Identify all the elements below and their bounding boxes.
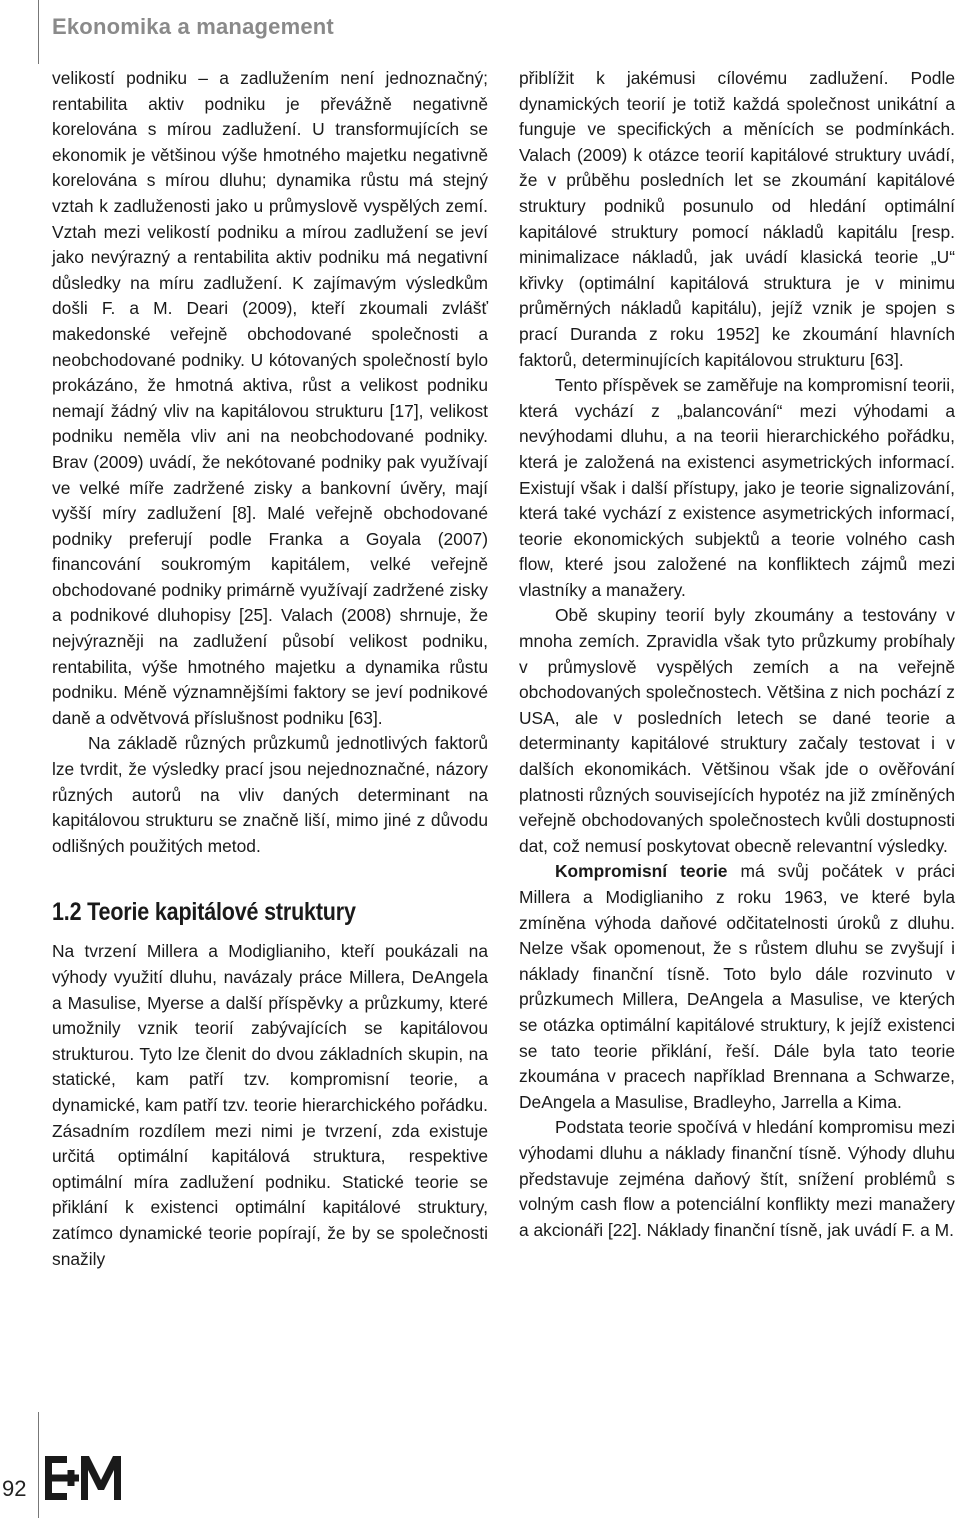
right-paragraph-4: [519, 859, 955, 1115]
right-paragraph-3: Obě skupiny teorií byly zkoumány a testovány v mnoha zemích. Zpravidla však tyto průzkumy probíhaly v průmyslově vyspělých zemích a na veřejně obchodovaných společnostech. Většina z nich pochází z USA, ale v posledních letech se dané teorie a determinanty kapitálové struktury začaly testovat i v dalších ekonomikách. Většinou však jde o ověřování platnosti různých souvisejících hypotéz na již zmíněných veřejně obchodovaných společnostech kvůli dostupnosti dat, což nemusí poskytovat obecně relevantní výsledky.: [519, 605, 955, 856]
right-paragraph-1: přiblížit k jakémusi cílovému zadlužení. Podle dynamických teorií je totiž každá společnost unikátní a funguje ve specifických a měnících se podmínkách. Valach (2009) k otázce teorií kapitálové struktury uvádí, že v průběhu posledních let se zkoumání kapitálové struktury podniků posunulo od hledání optimální kapitálové struktury pomocí nákladů kapitálu [resp. minimalizace nákladů, jak uvádí klasická teorie „U“ křivky (optimální kapitálová struktura je v minimu průměrných nákladů kapitálu), jejíž vznik je spojen s prací Duranda z roku 1952] ke zkoumání hlavních faktorů, determinujících kapitálovou strukturu [63].: [519, 68, 955, 370]
left-paragraph-2: Na základě různých průzkumů jednotlivých faktorů lze tvrdit, že výsledky prací jsou nejednoznačné, názory různých autorů na vliv daných determinant na kapitálovou strukturu se značně liší, mimo jiné z důvodu odlišných použitých metod.: [52, 733, 488, 856]
journal-logo: [45, 1456, 125, 1500]
right-column: [519, 66, 955, 1243]
left-paragraph-1: velikostí podniku – a zadlužením není jednoznačný; rentabilita aktiv podniku je převážně negativně korelována s mírou zadlužení. U transformujících se ekonomik je většinou výše hmotného majetku negativně korelována s mírou dluhu; dynamika růstu má stejný vztah k zadluženosti jako u průmyslově vyspělých zemí. Vztah mezi velikostí podniku a mírou zadlužení se jeví jako nevýrazný a rentabilita aktiv podniku má negativní důsledky na míru zadlužení. K zajímavým výsledkům došli F. a M. Deari (2009), kteří zkoumali zvlášť makedonské veřejně obchodované společnosti a neobchodované podniky. U kótovaných společností bylo prokázáno, že hmotná aktiva, růst a velikost podniku nemají žádný vliv na kapitálovou strukturu [17], velikost podniku neměla vliv ani na neobchodované podniky. Brav (2009) uvádí, že nekótované podniky pak využívají ve velké míře zadržené zisky a bankovní úvěry, mají vyšší míry zadlužení [8]. Malé veřejně obchodované podniky preferují podle Franka a Goyala (2007) financování soukromým kapitálem, velké veřejně obchodované podniky primárně využívají zadržené zisky a podnikové dluhopisy [25]. Valach (2008) shrnuje, že nejvýrazněji na zadlužení působí velikost podniku, rentabilita, výše hmotného majetku a dynamika růstu podniku. Méně významnějšími faktory se jeví podnikové daně a odvětvová příslušnost podniku [63].: [52, 68, 488, 728]
right-paragraph-5: Podstata teorie spočívá v hledání kompromisu mezi výhodami dluhu a náklady finanční tísně. Výhody dluhu představuje zejména daňový štít, snížení problémů s volným cash flow a potenciální konflikty mezi manažery a akcionáři [22]. Náklady finanční tísně, jak uvádí F. a M.: [519, 1117, 955, 1240]
right-paragraph-4-text: má svůj počátek v práci Millera a Modiglianiho z roku 1963, ve které byla zmíněna výhoda daňové odčitatelnosti úroků z dluhu. Nelze však opomenout, že s růstem dluhu se zvyšují i náklady finanční tísně. Toto bylo dále rozvinuto v průzkumech Millera, DeAngela a Masulise, ve kterých se otázka optimální kapitálové struktury, k jejíž existenci se tato teorie přiklání, řeší. Dále byla tato teorie zkoumána v pracech například Brennana a Schwarze, DeAngela a Masulise, Bradleyho, Jarrella a Kima.: [519, 861, 955, 1112]
left-column: [52, 66, 488, 1272]
section-heading: 1.2 Teorie kapitálové struktury: [52, 898, 356, 927]
right-paragraph-2: Tento příspěvek se zaměřuje na kompromisní teorii, která vychází z „balancování“ mezi výhodami a nevýhodami dluhu, a na teorii hierarchického pořádku, která je založená na existenci asymetrických informací. Existují však i další přístupy, jako je teorie signalizování, která také vychází z existence asymetrických informací, teorie ekonomických subjektů a teorie volného cash flow, které jsou založené na konfliktech zájmů mezi vlastníky a manažery.: [519, 375, 955, 600]
page-number: 92: [2, 1476, 27, 1501]
left-paragraph-3: Na tvrzení Millera a Modiglianiho, kteří poukázali na výhody využití dluhu, navázaly práce Millera, DeAngela a Masulise, Myerse a další příspěvky a průzkumy, které umožnily vznik teorií zabývajících se kapitálovou strukturou. Tyto lze členit do dvou základních skupin, na statické, kam patří tzv. kompromisní teorie, a dynamické, kam patří tzv. teorie hierarchického pořádku. Zásadním rozdílem mezi nimi je tvrzení, zda existuje určitá optimální kapitálová struktura, respektive optimální míra zadlužení podniku. Statické teorie se přiklání k existenci optimální kapitálové struktury, zatímco dynamické teorie popírají, že by se společnosti snažily: [52, 941, 488, 1269]
footer-rule: [38, 1412, 39, 1518]
journal-title: Ekonomika a management: [52, 14, 334, 39]
header-rule: [38, 0, 39, 64]
bold-term: Kompromisní teorie: [555, 861, 728, 882]
